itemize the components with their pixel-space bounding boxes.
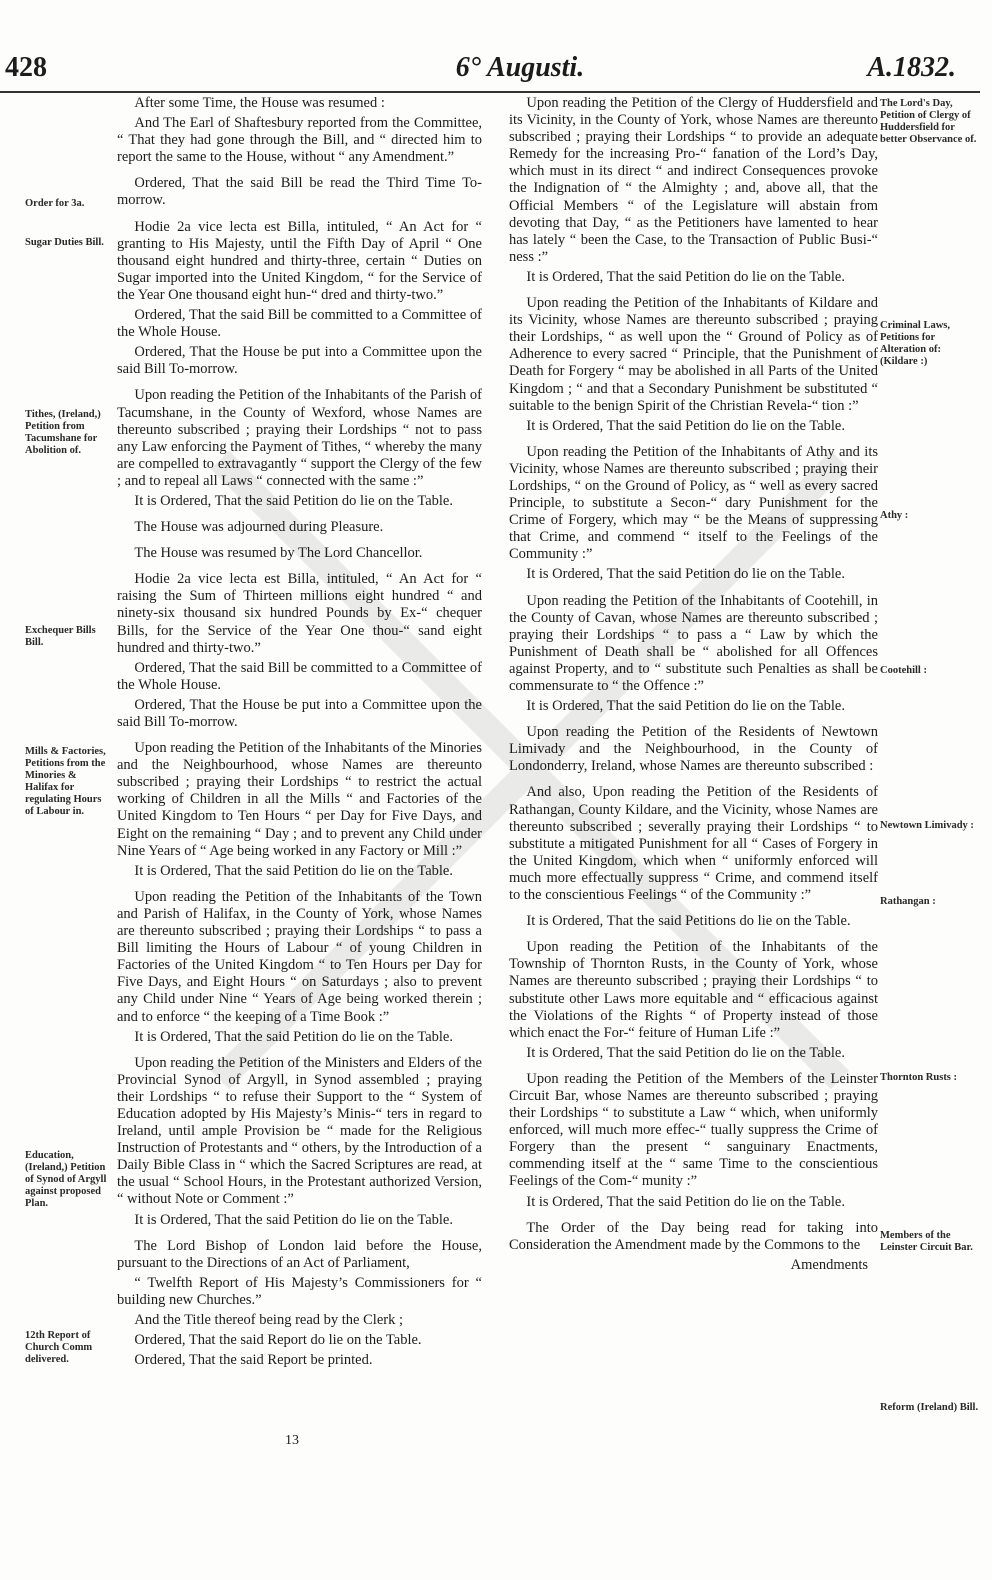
paragraph: Upon reading the Petition of the Inhabitants of Cootehill, in the County of Cavan, whose Names are thereunto subscribed ; praying their Lordships “ to pass a “ Law by which the Punishment of Death shall be “ abolished for all Offences against Property, and to “ substitute such Penalties as shall be commensurate to “ the Offence :” — [509, 592, 878, 694]
paragraph: It is Ordered, That the said Petition do lie on the Table. — [134, 1028, 453, 1045]
margin-note: Rathangan : — [880, 896, 936, 907]
paragraph: Upon reading the Petition of the Inhabitants of Kildare and its Vicinity, whose Names are thereunto subscribed ; praying their Lordships, “ as well upon the “ Ground of Policy as of Adherence to every sacred “ Principle, that the Punishment of Death for Forgery “ may be abolished in all Parts of the United Kingdom ; “ and that a Secondary Punishment be substituted “ suitable to the benign Spirit of the Christian Revela-“ tion :” — [509, 295, 878, 414]
paragraph: It is Ordered, That the said Petition do lie on the Table. — [134, 862, 453, 879]
margin-note: 12th Report of Church Comm delivered. — [25, 1330, 93, 1365]
paragraph: Hodie 2a vice lecta est Billa, intituled, “ An Act for “ granting to His Majesty, until the Fifth Day of April “ One thousand eight hundred and thirty-three, certain “ Duties on Sugar imported into the United Kingdom, “ for the Service of the Year One thousand eight hun-“ dred and thirty-two.” — [117, 218, 482, 303]
paragraph: Ordered, That the House be put into a Committee upon the said Bill To-morrow. — [117, 344, 482, 378]
paragraph: And also, Upon reading the Petition of the Residents of Rathangan, County Kildare, and the Vicinity, whose Names are thereunto subscribed ; severally praying their Lordships “ to substitute a mitigated Punishment for all “ Cases of Forgery in the United Kingdom, which when “ uniformly enforced will much more effectually suppress “ Crime, and commend itself to the conscientious Feelings “ of the Community :” — [509, 784, 878, 904]
paragraph: It is Ordered, That the said Petitions do lie on the Table. — [526, 913, 851, 930]
page-number: 428 — [5, 52, 47, 83]
paragraph: Upon reading the Petition of the Inhabitants of the Parish of Tacumshane, in the County of Wexford, whose Names are thereunto subscribed ; praying their Lordships “ not to pass any Law enforcing the Payment of Tithes, “ whereby the many are compelled to extravagantly “ support the Clergy of the few ; and to repeal all Laws “ connected with the same :” — [117, 387, 482, 489]
paragraph: Ordered, That the said Bill be read the Third Time To-morrow. — [117, 175, 482, 209]
paragraph: It is Ordered, That the said Petition do lie on the Table. — [134, 1211, 453, 1228]
margin-note: Members of the Leinster Circuit Bar. — [880, 1230, 973, 1253]
paragraph: Upon reading the Petition of the Clergy of Huddersfield and its Vicinity, in the County of York, whose Names are thereunto subscribed ; praying their Lordships “ to provide an adequate Remedy for the increasing Pro-“ fanation of the Lord’s Day, which must in its direct “ and indirect Consequences provoke the Indignation of “ the Almighty ; and, above all, that the Official Members “ of the Legislature will abstain from devoting that Day, “ as the Petitioners have lamented to hear has lately “ been the Case, to the Transaction of Public Busi-“ ness :” — [509, 95, 878, 265]
margin-note: Education, (Ireland,) Petition of Synod of Argyll against proposed Plan. — [25, 1150, 107, 1209]
margin-note: Criminal Laws, Petitions for Alteration of: (Kildare :) — [880, 320, 951, 367]
paragraph: It is Ordered, That the said Petition do lie on the Table. — [526, 1193, 845, 1210]
margin-note: Tithes, (Ireland,) Petition from Tacumshane for Abolition of. — [25, 409, 101, 456]
paragraph: After some Time, the House was resumed : — [134, 95, 385, 111]
paragraph: Ordered, That the said Bill be committed to a Committee of the Whole House. — [117, 307, 482, 341]
paragraph: Upon reading the Petition of the Inhabitants of the Town and Parish of Halifax, in the County of York, whose Names are thereunto subscribed ; praying their Lordships “ to pass a Bill limiting the Hours of Labour “ of young Children in Factories of the United Kingdom “ to Ten Hours per Day for Five Days, and Eight Hours “ on Saturdays ; also to prevent any Child under Nine “ Years of Age being worked therein ; and to enforce “ the keeping of a Time Book :” — [117, 888, 482, 1025]
paragraph: Ordered, That the House be put into a Committee upon the said Bill To-morrow. — [117, 696, 482, 730]
margin-note: Reform (Ireland) Bill. — [880, 1402, 979, 1413]
paragraph: The House was adjourned during Pleasure. — [134, 519, 384, 536]
margin-note: Sugar Duties Bill. — [25, 237, 104, 248]
paragraph: Ordered, That the said Report be printed. — [134, 1352, 373, 1369]
paragraph: “ Twelfth Report of His Majesty’s Commissioners for “ building new Churches.” — [117, 1274, 482, 1308]
margin-note: Newtown Limivady : — [880, 820, 974, 831]
paragraph: Upon reading the Petition of the Ministers and Elders of the Provincial Synod of Argyll, in Synod assembled ; praying their Lordships “ to refuse their Support to the “ System of Education adopted by His Majesty’s Minis-“ ters in regard to Ireland, until ample Provision be “ made for the Religious Instruction of Protestants and “ others, by the Introduction of a Daily Bible Class in “ which the Sacred Scriptures are read, at the usual “ School Hours, in the Protestant authorized Version, “ without Note or Comment :” — [117, 1054, 482, 1208]
paragraph: Ordered, That the said Report do lie on the Table. — [134, 1332, 422, 1349]
margin-note: Thornton Rusts : — [880, 1072, 958, 1083]
paragraph: The House was resumed by The Lord Chancellor. — [134, 545, 423, 562]
paragraph: And the Title thereof being read by the Clerk ; — [134, 1312, 403, 1328]
page-year: A.1832. — [867, 52, 956, 83]
left-column — [117, 95, 482, 1372]
paragraph: It is Ordered, That the said Petition do lie on the Table. — [526, 566, 845, 583]
paragraph: It is Ordered, That the said Petition do lie on the Table. — [526, 268, 845, 285]
paragraph: Upon reading the Petition of the Inhabitants of Athy and its Vicinity, whose Names are thereunto subscribed ; praying their Lordships, “ on the Ground of Policy, as “ well as every sacred Principle, to substitute a Secon-“ dary Punishment for the Crime of Forgery, which may “ be the Means of suppressing that Crime, and commend “ itself to the Feelings of the Community :” — [509, 443, 878, 563]
margin-note: Cootehill : — [880, 665, 927, 676]
paragraph: Upon reading the Petition of the Residents of Newtown Limivady and the Neighbourhood, in the County of Londonderry, Ireland, whose Names are thereunto subscribed : — [509, 724, 878, 775]
paragraph: Ordered, That the said Bill be committed to a Committee of the Whole House. — [117, 659, 482, 693]
paragraph: The Order of the Day being read for taking into Consideration the Amendment made by the Commons to the — [509, 1219, 878, 1253]
paragraph: Hodie 2a vice lecta est Billa, intituled, “ An Act for “ raising the Sum of Thirteen millions eight hundred “ and ninety-six thousand six hundred Pounds by Ex-“ chequer Bills, for the Service of the Year One thou-“ sand eight hundred and thirty-two.” — [117, 571, 482, 656]
paragraph: It is Ordered, That the said Petition do lie on the Table. — [526, 417, 845, 434]
margin-note: Mills & Factories, Petitions from the Minories & Halifax for regulating Hours of Labour in. — [25, 746, 106, 817]
signature-mark: 13 — [285, 1433, 299, 1448]
paragraph: The Lord Bishop of London laid before the House, pursuant to the Directions of an Act of Parliament, — [117, 1237, 482, 1271]
margin-note: Exchequer Bills Bill. — [25, 625, 96, 648]
paragraph: It is Ordered, That the said Petition do lie on the Table. — [526, 698, 845, 715]
paragraph: Upon reading the Petition of the Members of the Leinster Circuit Bar, whose Names are thereunto subscribed ; praying their Lordships “ to substitute a Law “ which, when uniformly enforced, will much more effec-“ tually suppress the Crime of Forgery than the present “ sanguinary Enactments, commending itself at the “ same Time to the conscientious Feelings of the Com-“ munity :” — [509, 1070, 878, 1190]
right-column — [509, 95, 878, 1277]
margin-note: The Lord's Day, Petition of Clergy of Huddersfield for better Observance of. — [880, 98, 977, 145]
margin-note: Athy : — [880, 510, 909, 521]
paragraph: It is Ordered, That the said Petition do lie on the Table. — [134, 492, 453, 509]
paragraph: Upon reading the Petition of the Inhabitants of the Minories and the Neighbourhood, whose Names are thereunto subscribed ; praying their Lordships “ to restrict the actual working of Children in all the Mills “ and Factories of the United Kingdom to Ten Hours “ per Day for Five Days, and Eight on the remaining “ Day ; and to prevent any Child under Nine Years of “ Age being worked in any Factory or Mill :” — [117, 740, 482, 859]
margin-note: Order for 3a. — [25, 198, 85, 209]
paragraph: And The Earl of Shaftesbury reported from the Committee, “ That they had gone through the Bill, and “ directed him to report the same to the House, without “ any Amendment.” — [117, 115, 482, 166]
paragraph: It is Ordered, That the said Petition do lie on the Table. — [526, 1044, 845, 1061]
header-rule — [0, 91, 980, 93]
catchword: Amendments — [790, 1256, 868, 1273]
paragraph: Upon reading the Petition of the Inhabitants of the Township of Thornton Rusts, in the County of York, whose Names are thereunto subscribed ; praying their Lordships “ to substitute other Laws more equitable and “ efficacious against the Violations of the Rights “ of Property instead of those which enact the For-“ feiture of Human Life :” — [509, 939, 878, 1041]
page-date: 6° Augusti. — [455, 52, 585, 83]
